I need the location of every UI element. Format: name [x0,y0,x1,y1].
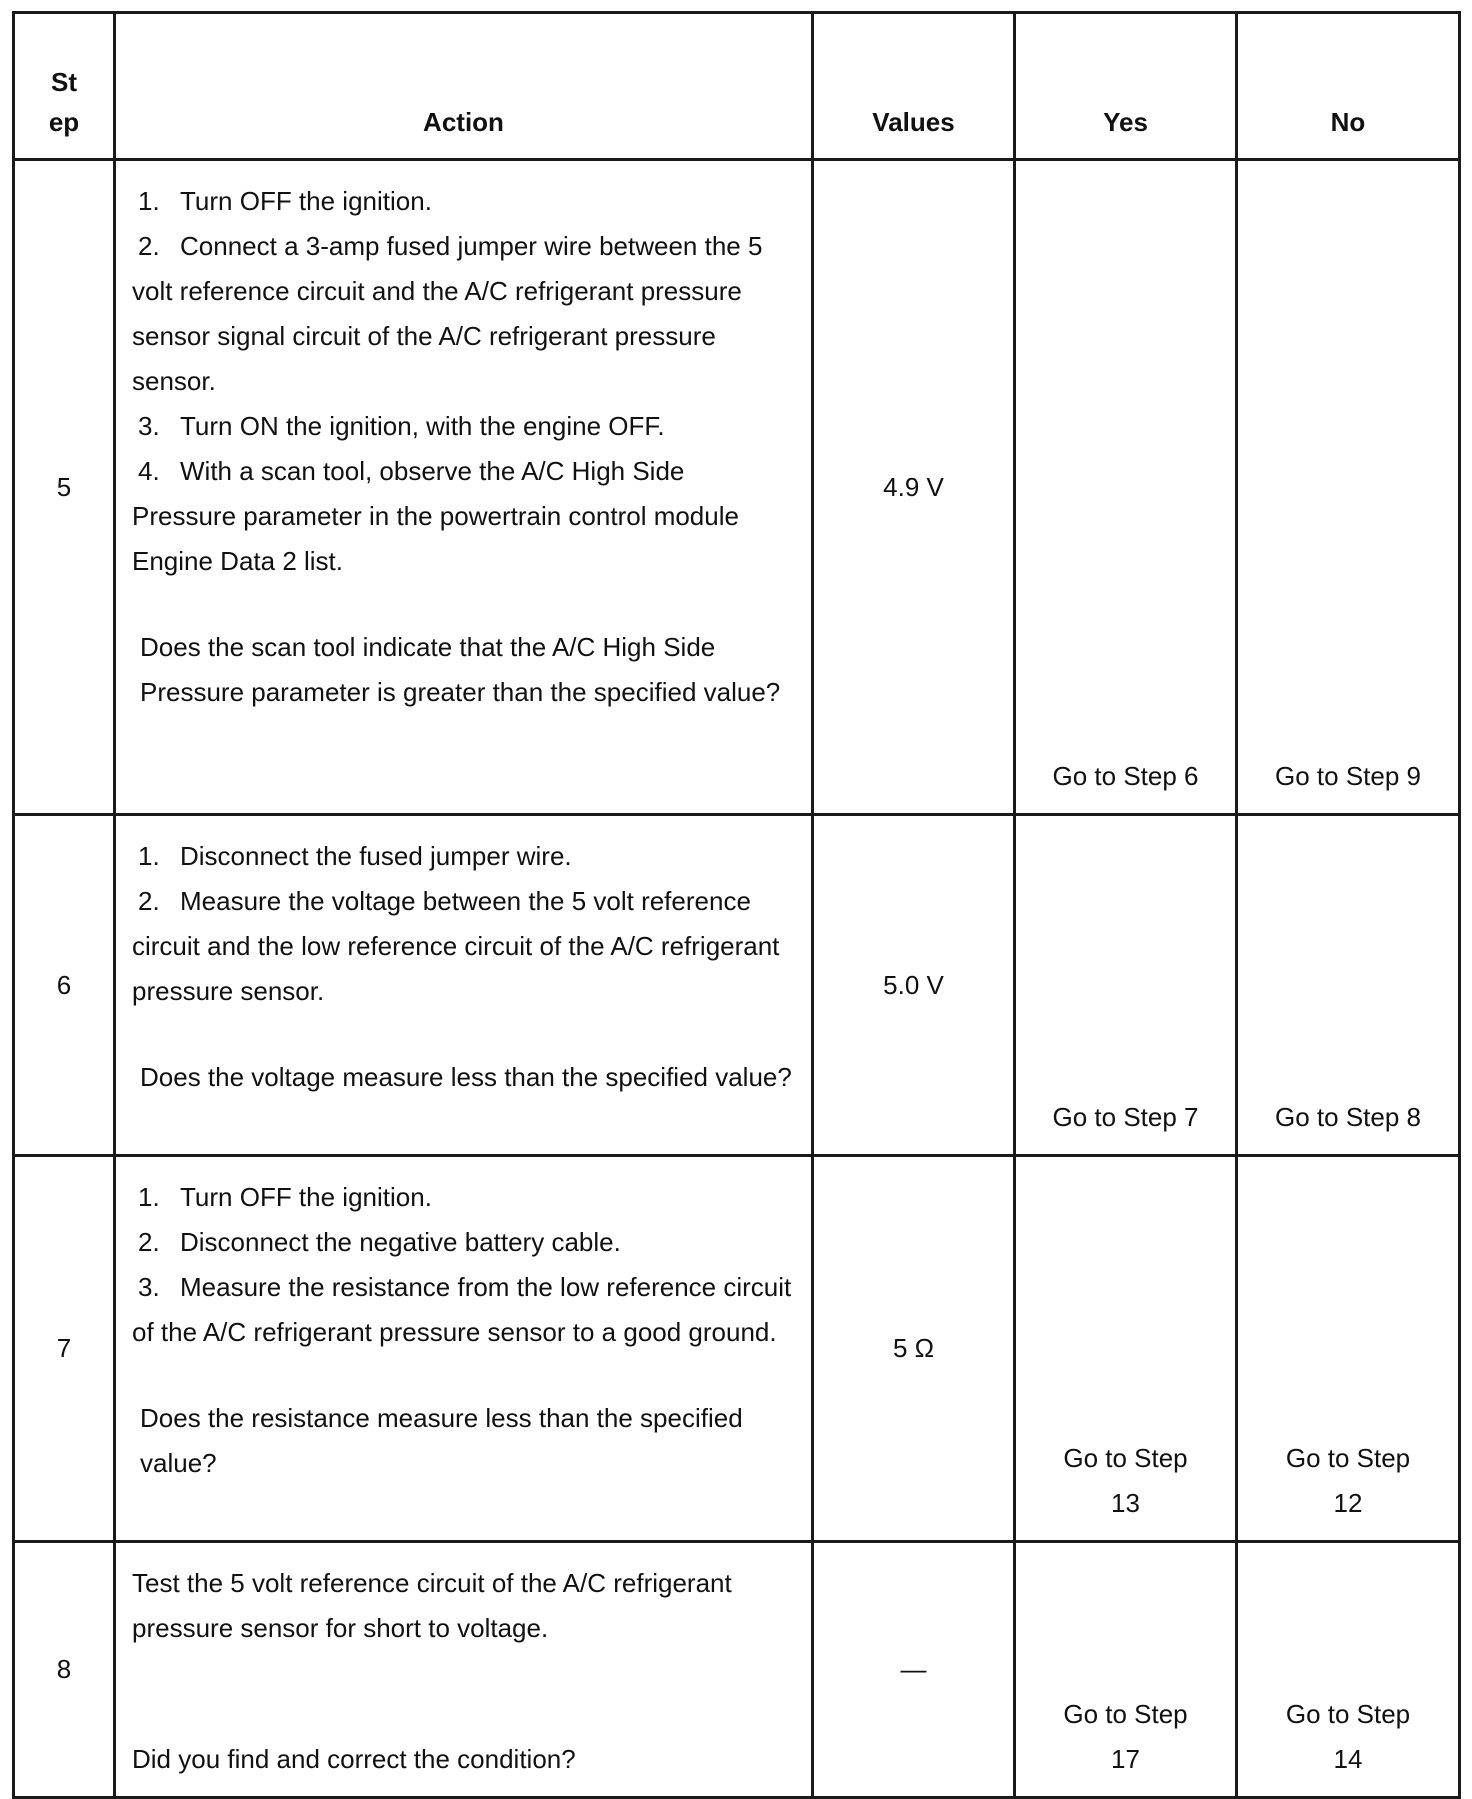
action-question: Does the voltage measure less than the specified value? [140,1062,792,1092]
action-cell [115,815,813,1156]
yes-line2: 17 [1111,1744,1140,1774]
value-cell: 5.0 V [813,815,1015,1156]
step-number: 7 [14,1156,115,1542]
yes-line1: Go to Step [1063,1699,1188,1729]
no-cell [1237,1156,1460,1542]
table-row [14,1542,1460,1798]
action-cell [115,160,813,815]
yes-cell: Go to Step 6 [1015,160,1237,815]
step-number: 8 [14,1542,115,1798]
value-cell: — [813,1542,1015,1798]
table-row [14,815,1460,1156]
header-step-line2: ep [48,107,80,137]
action-item: 3. Turn ON the ignition, with the engine OFF. [138,411,665,441]
action-cell [115,1542,813,1798]
header-step [14,13,115,160]
header-action: Action [115,13,813,160]
header-step-line1: St [51,67,77,97]
header-row [14,13,1460,160]
no-line2: 12 [1333,1488,1363,1518]
yes-cell [1015,1156,1237,1542]
header-no: No [1237,13,1460,160]
table-row [14,1156,1460,1542]
value-cell: 5 Ω [813,1156,1015,1542]
no-line1: Go to Step [1285,1443,1411,1473]
diagnostic-table [12,11,1461,1799]
action-instruction: Test the 5 volt reference circuit of the A/C refrigerant pressure sensor for short to voltage. [132,1568,732,1643]
action-item: 2. Measure the voltage between the 5 volt reference circuit and the low reference circuit of the A/C refrigerant pressure sensor. [132,886,780,1006]
no-cell [1237,1542,1460,1798]
no-cell: Go to Step 9 [1237,160,1460,815]
header-yes: Yes [1015,13,1237,160]
yes-line2: 13 [1111,1488,1140,1518]
yes-cell [1015,1542,1237,1798]
value-cell: 4.9 V [813,160,1015,815]
action-cell [115,1156,813,1542]
action-question: Does the resistance measure less than the specified value? [140,1403,743,1478]
action-question: Does the scan tool indicate that the A/C High Side Pressure parameter is greater than the specified value? [140,632,781,707]
no-cell: Go to Step 8 [1237,815,1460,1156]
no-line2: 14 [1333,1744,1363,1774]
yes-cell: Go to Step 7 [1015,815,1237,1156]
table-row [14,160,1460,815]
step-number: 6 [14,815,115,1156]
action-item: 1. Disconnect the fused jumper wire. [138,841,572,871]
no-line1: Go to Step [1285,1699,1411,1729]
step-number: 5 [14,160,115,815]
action-item: 3. Measure the resistance from the low reference circuit of the A/C refrigerant pressure sensor to a good ground. [132,1272,792,1347]
action-item: 1. Turn OFF the ignition. [138,1182,432,1212]
action-question: Did you find and correct the condition? [132,1744,576,1774]
header-values: Values [813,13,1015,160]
yes-line1: Go to Step [1063,1443,1188,1473]
action-item: 1. Turn OFF the ignition. [138,186,432,216]
action-item: 2. Connect a 3-amp fused jumper wire between the 5 volt reference circuit and the A/C refrigerant pressure sensor signal circuit of the A/C refrigerant pressure sensor. [132,231,763,396]
action-item: 2. Disconnect the negative battery cable. [138,1227,621,1257]
action-item: 4. With a scan tool, observe the A/C High Side Pressure parameter in the powertrain control module Engine Data 2 list. [132,456,739,576]
